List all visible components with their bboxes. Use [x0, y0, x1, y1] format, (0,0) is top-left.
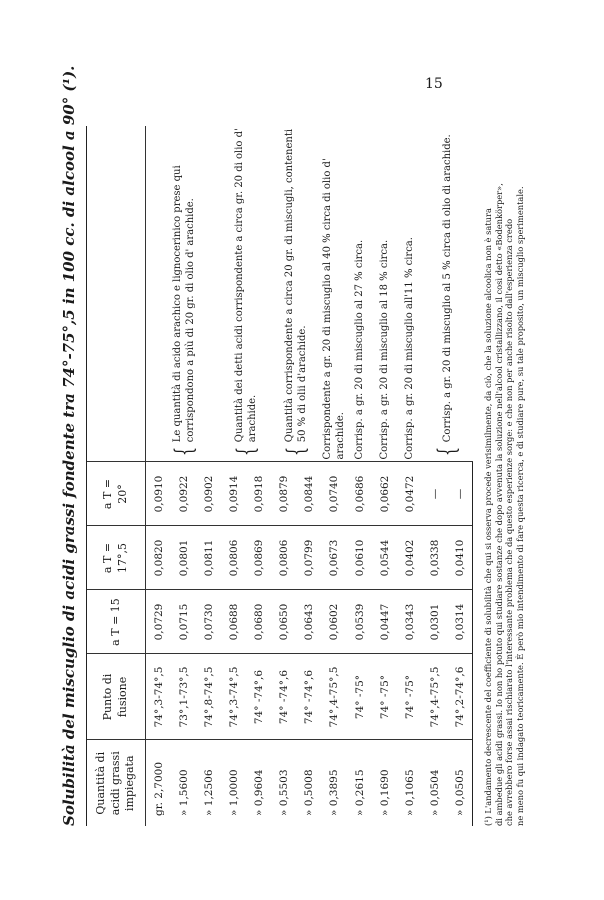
header-quantity: Quantità di acidi grassi impiegata [87, 740, 146, 826]
cell-t17-5: 0,0673 [321, 526, 347, 590]
cell-quantity: » 1,5600 [177, 769, 190, 816]
note-text: Corrisp. a gr. 20 di miscuglio al 27 % circa. [354, 239, 365, 460]
note-text: Corrisp. a gr. 20 di miscuglio all'11 % circa. [404, 237, 415, 460]
table-row [321, 126, 347, 826]
cell-t15: 0,0343 [397, 590, 422, 654]
cell-melting-point: 74°,4-75°,5 [422, 654, 447, 740]
brace-icon: { [169, 447, 198, 457]
cell-quantity: » 0,0505 [447, 740, 473, 826]
cell-t20: 0,0922 [171, 462, 196, 526]
note-text: Corrisp. a gr. 20 di miscuglio al 5 % circa di olio di arachide. [441, 134, 453, 443]
cell-melting-point: 74°,3-74°,5 [221, 654, 246, 740]
cell-t15: 0,0314 [447, 590, 473, 654]
table-row [271, 126, 296, 826]
cell-t20: 0,0472 [397, 462, 422, 526]
note-cell [372, 126, 397, 462]
cell-t20: 0,0902 [196, 462, 221, 526]
cell-melting-point: 74° -74°,6 [246, 654, 271, 740]
header-t17-5: a T = 17°,5 [87, 526, 146, 590]
cell-t15: 0,0688 [221, 590, 246, 654]
cell-t17-5: 0,0410 [447, 526, 473, 590]
note-cell [422, 126, 473, 462]
brace-icon: { [232, 447, 260, 457]
note-cell [397, 126, 422, 462]
cell-t17-5: 0,0799 [296, 526, 321, 590]
cell-quantity: » 0,1690 [378, 769, 391, 816]
cell-melting-point: 74°,2-74°,6 [447, 654, 473, 740]
table-row [397, 126, 422, 826]
rotated-page-content [52, 65, 525, 826]
cell-melting-point: 74°,4-75°,5 [321, 654, 347, 740]
cell-quantity: » 0,5503 [277, 769, 290, 816]
cell-t15: 0,0539 [347, 590, 372, 654]
cell-t20: 0,0844 [296, 462, 321, 526]
cell-t15: 0,0602 [321, 590, 347, 654]
cell-t17-5: 0,0806 [271, 526, 296, 590]
solubility-table [86, 126, 473, 826]
cell-t17-5: 0,0801 [171, 526, 196, 590]
note-text: Quantità dei detti acidi corrispondente a circa gr. 20 di olio d' arachide. [234, 128, 258, 443]
table-row [347, 126, 372, 826]
cell-t20: — [422, 462, 447, 526]
cell-quantity: » 1,0000 [227, 769, 240, 816]
cell-t17-5: 0,0402 [397, 526, 422, 590]
note-cell [321, 126, 347, 462]
cell-quantity: » 0,1065 [403, 769, 416, 816]
table-row [372, 126, 397, 826]
table-row [221, 126, 246, 826]
cell-t20: 0,0910 [146, 462, 172, 526]
cell-t15: 0,0643 [296, 590, 321, 654]
cell-quantity: » 0,0504 [428, 769, 441, 816]
cell-quantity: » 0,3895 [328, 769, 340, 816]
footnote-line: ne meno fu qui indagato teoricamente. È però mio intendimento di fare questa ricerca, e di studiare pure, su tale proposito, un miscuglio sperimentale. [514, 186, 525, 826]
cell-t15: 0,0447 [372, 590, 397, 654]
cell-t15: 0,0680 [246, 590, 271, 654]
brace-icon: { [282, 447, 310, 457]
cell-t17-5: 0,0811 [196, 526, 221, 590]
cell-melting-point: 74° -74°,6 [296, 654, 321, 740]
footnote-line: (¹) L'andamento decrescente del coefficiente di solubilità che qui si osserva procede verisimilmente, da ciò, che la soluzione alcoolica non è satura [483, 208, 493, 826]
footnote-line: che avrebbero forse assai rischiarato l'interessante problema che da questo esperienze sorge: e che non per anche risolto dall'esperienza credo [504, 218, 515, 826]
page-number: 15 [425, 76, 443, 92]
cell-t20: 0,0686 [347, 462, 372, 526]
cell-melting-point: 73°,1-73°,5 [171, 654, 196, 740]
header-t15: a T = 15 [87, 590, 146, 654]
note-text: Corrisp. a gr. 20 di miscuglio al 18 % circa. [379, 239, 390, 460]
cell-t15: 0,0715 [171, 590, 196, 654]
brace-icon: { [433, 447, 462, 457]
note-cell [221, 126, 271, 462]
cell-melting-point: 74°,3-74°,5 [146, 654, 172, 740]
note-cell [347, 126, 372, 462]
note-cell [146, 126, 222, 462]
cell-melting-point: 74°,8-74°,5 [196, 654, 221, 740]
cell-t20: 0,0740 [321, 462, 347, 526]
cell-melting-point: 74° -74°,6 [271, 654, 296, 740]
note-text: Le quantità di acido arachico e lignocerinico prese qui corrispondono a più di 20 gr. di olio d' arachide. [171, 165, 196, 443]
note-text: Quantità corrispondente a circa 20 gr. di miscugli, contenenti 50 % di olii d'arachide. [284, 128, 308, 443]
cell-t15: 0,0730 [196, 590, 221, 654]
cell-t17-5: 0,0610 [347, 526, 372, 590]
cell-t17-5: 0,0806 [221, 526, 246, 590]
header-t20: a T = 20° [87, 462, 146, 526]
cell-t15: 0,0301 [422, 590, 447, 654]
table-header-row [87, 126, 146, 826]
cell-t20: 0,0879 [271, 462, 296, 526]
note-cell [271, 126, 321, 462]
cell-quantity: » 0,9604 [252, 769, 265, 816]
header-melting-point: Punto di fusione [87, 654, 146, 740]
table-title: Solubilità del miscuglio di acidi grassi fondente tra 74°-75°,5 in 100 cc. di alcool a 90° (¹). [60, 65, 78, 826]
footnote-line: di ambedue gli acidi grassi. Io non ho potuto qui studiare sostanze che dopo avvenuta la soluzione nell'alcool cristallizzano, il così detto «Bodenkörper», [493, 183, 504, 826]
cell-melting-point: 74° -75° [397, 654, 422, 740]
cell-quantity: » 0,2615 [353, 769, 366, 816]
header-notes [87, 126, 146, 462]
cell-t20: 0,0918 [246, 462, 271, 526]
cell-melting-point: 74° -75° [347, 654, 372, 740]
cell-t17-5: 0,0544 [372, 526, 397, 590]
note-text: Corrispondente a gr. 20 di miscuglio al 40 % circa di olio d' arachide. [322, 158, 346, 460]
cell-t20: — [447, 462, 473, 526]
cell-t15: 0,0650 [271, 590, 296, 654]
table-row [146, 126, 172, 826]
cell-t17-5: 0,0820 [146, 526, 172, 590]
cell-t15: 0,0729 [146, 590, 172, 654]
cell-t17-5: 0,0338 [422, 526, 447, 590]
table-row [422, 126, 447, 826]
cell-t20: 0,0914 [221, 462, 246, 526]
cell-melting-point: 74° -75° [372, 654, 397, 740]
footnote [483, 126, 525, 826]
cell-quantity: gr. 2,7000 [152, 761, 165, 816]
cell-t17-5: 0,0869 [246, 526, 271, 590]
cell-quantity: » 0,5008 [302, 769, 315, 816]
cell-t20: 0,0662 [372, 462, 397, 526]
cell-quantity: » 1,2506 [202, 769, 215, 816]
